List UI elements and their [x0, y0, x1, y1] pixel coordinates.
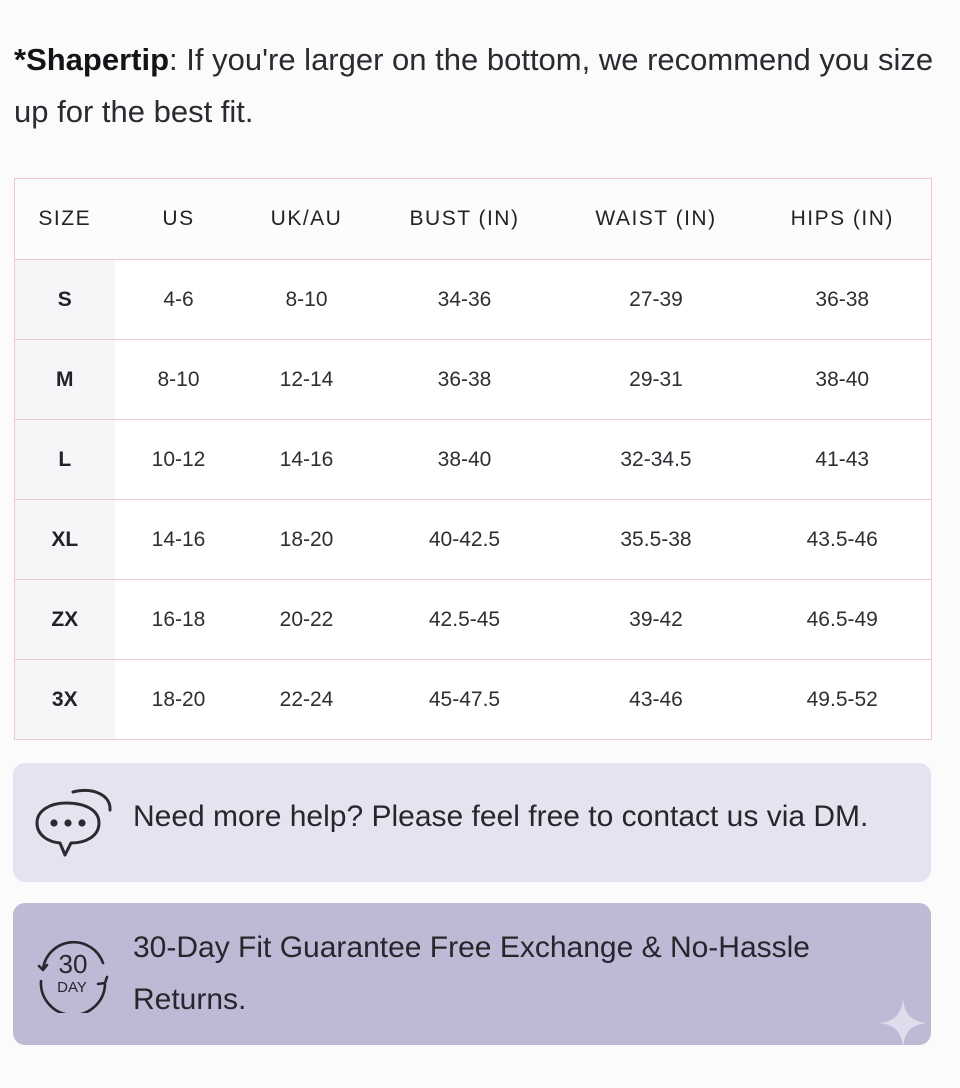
shapertip-label: *Shapertip — [14, 42, 170, 77]
hips-cell: 46.5-49 — [754, 580, 932, 660]
uk-au-cell: 18-20 — [243, 500, 371, 580]
uk-au-cell: 14-16 — [243, 420, 371, 500]
help-text: Need more help? Please feel free to contact us via DM. — [133, 800, 869, 833]
hips-cell: 41-43 — [754, 420, 932, 500]
us-cell: 4-6 — [115, 260, 243, 340]
bust-cell: 42.5-45 — [371, 580, 559, 660]
header-hips: HIPS (IN) — [754, 179, 932, 260]
hips-cell: 43.5-46 — [754, 500, 932, 580]
us-cell: 10-12 — [115, 420, 243, 500]
us-cell: 8-10 — [115, 340, 243, 420]
uk-au-cell: 8-10 — [243, 260, 371, 340]
shapertip-note — [14, 34, 944, 138]
hips-cell: 49.5-52 — [754, 660, 932, 740]
badge-number: 30 — [58, 949, 88, 979]
header-waist: WAIST (IN) — [559, 179, 754, 260]
30-day-badge-icon — [35, 933, 111, 1013]
waist-cell: 43-46 — [559, 660, 754, 740]
waist-cell: 39-42 — [559, 580, 754, 660]
waist-cell: 32-34.5 — [559, 420, 754, 500]
sparkle-icon — [875, 995, 931, 1045]
table-row — [15, 260, 932, 340]
table-row — [15, 660, 932, 740]
uk-au-cell: 22-24 — [243, 660, 371, 740]
guarantee-text: 30-Day Fit Guarantee Free Exchange & No-Hassle Returns. — [133, 931, 810, 1016]
waist-cell: 27-39 — [559, 260, 754, 340]
size-cell: L — [15, 420, 115, 500]
us-cell: 16-18 — [115, 580, 243, 660]
table-row — [15, 580, 932, 660]
hips-cell: 36-38 — [754, 260, 932, 340]
us-cell: 14-16 — [115, 500, 243, 580]
shapertip-text: If you're larger on the bottom, we recommend you size up for the best fit. — [14, 42, 934, 129]
shapertip-colon: : — [169, 42, 178, 77]
size-cell: 3X — [15, 660, 115, 740]
us-cell: 18-20 — [115, 660, 243, 740]
waist-cell: 29-31 — [559, 340, 754, 420]
size-chart-table — [14, 178, 932, 740]
bust-cell: 36-38 — [371, 340, 559, 420]
bust-cell: 34-36 — [371, 260, 559, 340]
badge-unit: DAY — [57, 979, 87, 996]
bust-cell: 45-47.5 — [371, 660, 559, 740]
chat-bubble-icon — [35, 785, 115, 861]
header-bust: BUST (IN) — [371, 179, 559, 260]
uk-au-cell: 20-22 — [243, 580, 371, 660]
bust-cell: 38-40 — [371, 420, 559, 500]
table-row — [15, 340, 932, 420]
fit-guarantee-banner — [13, 903, 931, 1045]
table-row — [15, 420, 932, 500]
contact-help-banner[interactable] — [13, 763, 931, 882]
table-row — [15, 500, 932, 580]
header-uk-au: UK/AU — [243, 179, 371, 260]
size-cell: S — [15, 260, 115, 340]
header-us: US — [115, 179, 243, 260]
size-cell: XL — [15, 500, 115, 580]
table-header-row — [15, 179, 932, 260]
hips-cell: 38-40 — [754, 340, 932, 420]
uk-au-cell: 12-14 — [243, 340, 371, 420]
waist-cell: 35.5-38 — [559, 500, 754, 580]
bust-cell: 40-42.5 — [371, 500, 559, 580]
size-cell: ZX — [15, 580, 115, 660]
size-cell: M — [15, 340, 115, 420]
header-size: SIZE — [15, 179, 115, 260]
